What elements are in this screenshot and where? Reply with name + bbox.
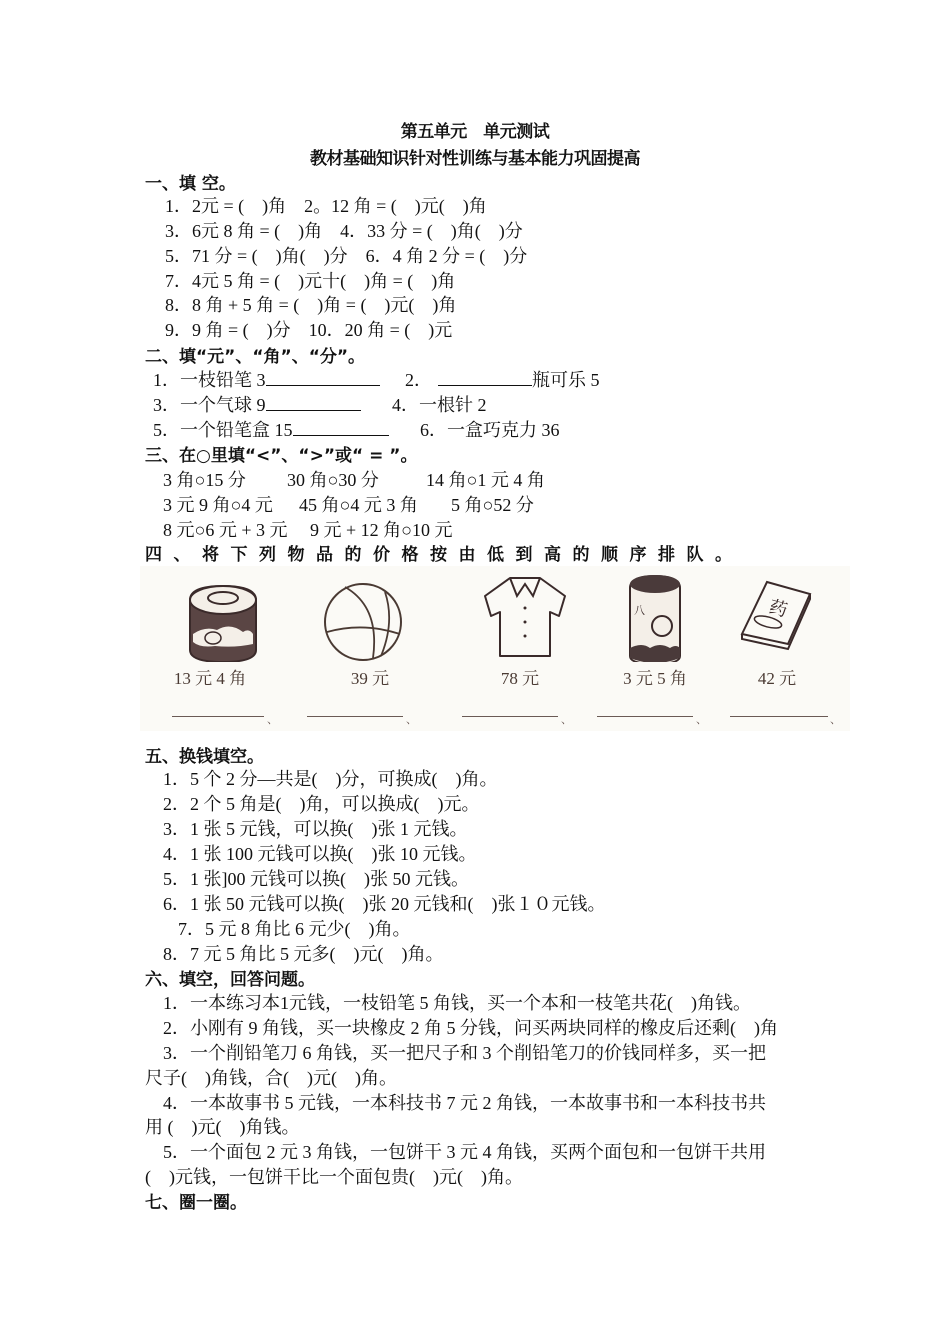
s2-item-2: 2． 瓶可乐 5 xyxy=(405,370,600,390)
s5-line-7: 7．5 元 8 角比 6 元少( )角。 xyxy=(178,919,411,939)
order-blank-1[interactable] xyxy=(172,716,264,717)
item-basketball xyxy=(305,566,435,731)
s5-line-2: 2．2 个 5 角是( )角，可以换成( )元。 xyxy=(163,794,480,814)
compare-item: 30 角○30 分 xyxy=(287,470,379,490)
answer-blank[interactable] xyxy=(293,419,389,436)
s5-line-1: 1．5 个 2 分—共是( )分，可换成( )角。 xyxy=(163,769,498,789)
section-2-heading: 二、填“元”、“角”、“分”。 xyxy=(145,347,366,367)
can-label: 八 xyxy=(634,604,645,617)
s6-line-3-cont: 尺子( )角钱，合( )元( )角。 xyxy=(145,1068,397,1088)
s6-line-4-cont: 用 ( )元( )角钱。 xyxy=(145,1117,300,1137)
basketball-icon xyxy=(305,572,435,662)
section-1-heading: 一、填 空。 xyxy=(145,174,236,194)
s5-line-5: 5．1 张]00 元钱可以换( )张 50 元钱。 xyxy=(163,869,469,889)
answer-blank[interactable] xyxy=(438,369,532,386)
s2-item-3: 3．一个气球 9 xyxy=(153,391,361,417)
s6-line-1: 1．一本练习本1元钱，一枝铅笔 5 角钱，买一个本和一枝笔共花( )角钱。 xyxy=(163,993,751,1013)
s1-line-6: 9．9 角 = ( )分 10．20 角 = ( )元 xyxy=(165,320,453,340)
s1-line-4: 7．4元 5 角 = ( )元十( )角 = ( )角 xyxy=(165,271,456,291)
s6-line-2: 2．小刚有 9 角钱，买一块橡皮 2 角 5 分钱，问买两块同样的橡皮后还剩( )角 xyxy=(163,1018,778,1038)
compare-item: 3 元 9 角○4 元 xyxy=(163,495,273,515)
s5-line-8: 8．7 元 5 角比 5 元多( )元( )角。 xyxy=(163,944,444,964)
s6-line-5: 5．一个面包 2 元 3 角钱，一包饼干 3 元 4 角钱，买两个面包和一包饼干共用 xyxy=(163,1142,766,1162)
compare-item: 45 角○4 元 3 角 xyxy=(299,495,418,515)
answer-blank[interactable] xyxy=(266,369,380,386)
order-blank-2[interactable] xyxy=(307,716,403,717)
price-picture-strip: 13 元 4 角 39 元 78 元 八 3 元 5 角 药 42 元 、 、 、 、 、 xyxy=(140,566,850,731)
s1-line-1: 1．2元 = ( )角 2。12 角 = ( )元( )角 xyxy=(165,196,487,216)
compare-item: 3 角○15 分 xyxy=(163,470,246,490)
item-shirt xyxy=(455,566,585,731)
canned-food-icon xyxy=(145,572,275,662)
medicine-box-icon xyxy=(712,572,842,662)
answer-blank[interactable] xyxy=(266,394,361,411)
compare-item: 5 角○52 分 xyxy=(451,495,534,515)
s1-line-5: 8．8 角 + 5 角 = ( )角 = ( )元( )角 xyxy=(165,295,457,315)
s6-line-4: 4．一本故事书 5 元钱，一本科技书 7 元 2 角钱，一本故事书和一本科技书共 xyxy=(163,1093,766,1113)
section-4-heading: 四、将下列物品的价格按由低到高的顺序排队。 xyxy=(145,545,744,565)
order-blank-4[interactable] xyxy=(597,716,693,717)
item-price: 78 元 xyxy=(500,669,540,688)
section-6-heading: 六、填空，回答问题。 xyxy=(145,970,315,990)
s2-item-5: 5．一个铅笔盒 15 xyxy=(153,416,389,442)
item-canned-food xyxy=(145,566,275,731)
compare-item: 14 角○1 元 4 角 xyxy=(426,470,545,490)
s2-item-6: 6．一盒巧克力 36 xyxy=(420,420,560,440)
section-3-heading: 三、在○里填“<”、“>”或“ = ”。 xyxy=(145,446,418,466)
item-price: 39 元 xyxy=(350,669,390,688)
s6-line-3: 3．一个削铅笔刀 6 角钱，买一把尺子和 3 个削铅笔刀的价钱同样多，买一把 xyxy=(163,1043,766,1063)
shirt-icon xyxy=(455,572,585,662)
section-5-heading: 五、换钱填空。 xyxy=(145,747,264,767)
item-price: 3 元 5 角 xyxy=(623,669,687,688)
s5-line-6: 6．1 张 50 元钱可以换( )张 20 元钱和( )张１０元钱。 xyxy=(163,894,606,914)
item-price: 42 元 xyxy=(757,669,797,688)
s2-item-4: 4．一根针 2 xyxy=(392,395,487,415)
item-porridge-can xyxy=(590,566,720,731)
s6-line-5-cont: ( )元钱，一包饼干比一个面包贵( )元( )角。 xyxy=(145,1167,523,1187)
compare-item: 8 元○6 元 + 3 元 xyxy=(163,520,288,540)
compare-item: 9 元 + 12 角○10 元 xyxy=(310,520,453,540)
s2-item-1: 1．一枝铅笔 3 xyxy=(153,366,380,392)
s5-line-4: 4．1 张 100 元钱可以换( )张 10 元钱。 xyxy=(163,844,477,864)
order-blank-5[interactable] xyxy=(730,716,828,717)
order-blank-3[interactable] xyxy=(462,716,558,717)
s5-line-3: 3．1 张 5 元钱，可以换( )张 1 元钱。 xyxy=(163,819,468,839)
medicine-label: 药 xyxy=(766,596,790,622)
s1-line-3: 5．71 分 = ( )角( )分 6．4 角 2 分 = ( )分 xyxy=(165,246,528,266)
section-7-heading: 七、圈一圈。 xyxy=(145,1193,247,1213)
item-price: 13 元 4 角 xyxy=(173,669,247,688)
page-title: 第五单元 单元测试 xyxy=(400,122,550,142)
page-subtitle: 教材基础知识针对性训练与基本能力巩固提高 xyxy=(310,149,640,169)
item-medicine-box xyxy=(712,566,842,731)
s1-line-2: 3．6元 8 角 = ( )角 4．33 分 = ( )角( )分 xyxy=(165,221,523,241)
porridge-can-icon xyxy=(590,572,720,662)
